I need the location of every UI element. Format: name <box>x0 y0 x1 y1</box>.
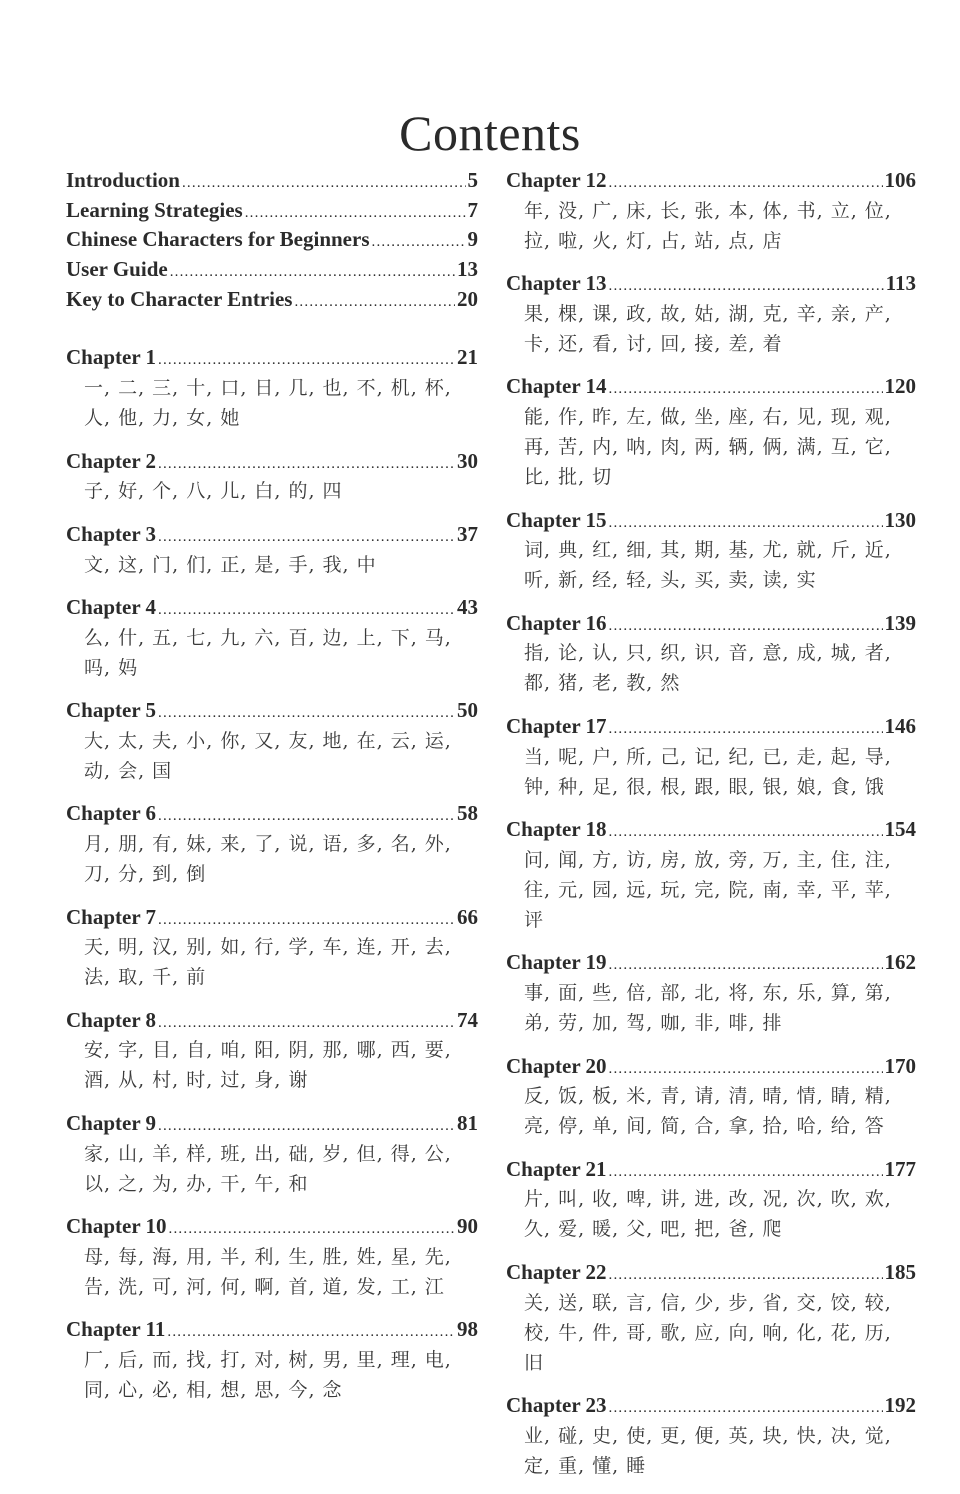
toc-entry-label: Chapter 7 <box>66 904 157 929</box>
toc-entry-label: Chapter 10 <box>66 1214 167 1239</box>
toc-entry-line <box>506 269 916 299</box>
toc-page-number: 37 <box>457 521 478 546</box>
toc-entry-line <box>506 1391 916 1421</box>
toc-page-number: 5 <box>467 168 478 192</box>
toc-entry-label: Chapter 19 <box>506 950 607 975</box>
toc-entry-line <box>66 285 478 315</box>
dot-leader <box>158 596 455 626</box>
chapter-characters: 指, 论, 认, 只, 织, 识, 音, 意, 成, 城, 者, 都, 猪, 老, 教, 然 <box>524 642 892 695</box>
dot-leader <box>609 1158 883 1188</box>
dot-leader <box>167 1318 455 1348</box>
dot-leader <box>182 169 466 199</box>
toc-page-number: 113 <box>885 271 916 296</box>
toc-entry-label: Chapter 11 <box>66 1317 166 1342</box>
toc-front-item <box>66 285 478 315</box>
toc-front-item <box>66 196 478 226</box>
dot-leader <box>158 906 455 936</box>
toc-page-number: 146 <box>884 713 916 738</box>
toc-entry-label: Chapter 6 <box>66 801 157 826</box>
chapter-characters: 关, 送, 联, 言, 信, 少, 步, 省, 交, 饺, 较, 校, 牛, 件, 哥, 歌, 应, 向, 响, 化, 花, 历, 旧 <box>524 1291 892 1374</box>
chapter-characters: 安, 字, 目, 自, 咱, 阳, 阴, 那, 哪, 西, 要, 酒, 从, 村, 时, 过, 身, 谢 <box>84 1039 452 1092</box>
toc-entry-line <box>66 196 478 226</box>
dot-leader <box>609 272 884 302</box>
dot-leader <box>158 802 455 832</box>
dot-leader <box>245 199 466 229</box>
toc-entry-label: Chapter 4 <box>66 595 157 619</box>
dot-leader <box>609 509 883 539</box>
toc-entry-label: Chapter 12 <box>506 168 607 192</box>
toc-entry-line <box>506 372 916 402</box>
dot-leader <box>158 450 455 480</box>
toc-front-item <box>66 166 478 196</box>
toc-chapter <box>506 1391 916 1481</box>
chapter-characters: 果, 棵, 课, 政, 故, 姑, 湖, 克, 辛, 亲, 产, 卡, 还, 看, 讨, 回, 接, 差, 着 <box>524 302 892 355</box>
toc-entry-label: Chapter 5 <box>66 698 157 723</box>
toc-chapter <box>66 343 478 433</box>
toc-front-item <box>66 225 478 255</box>
toc-entry-line <box>66 166 478 196</box>
toc-chapter <box>66 799 478 889</box>
toc-page-number: 81 <box>457 1110 478 1135</box>
toc-entry-line <box>506 712 916 742</box>
right-column <box>506 166 916 1494</box>
toc-page-number: 106 <box>884 168 916 192</box>
toc-entry-line <box>66 593 478 623</box>
toc-page-number: 13 <box>457 257 478 282</box>
chapter-characters: 问, 闻, 方, 访, 房, 放, 旁, 万, 主, 住, 注, 往, 元, 园, 远, 玩, 完, 院, 南, 幸, 平, 苹, 评 <box>524 848 892 931</box>
toc-chapter <box>506 372 916 492</box>
dot-leader <box>609 818 883 848</box>
chapter-characters: 子, 好, 个, 八, 儿, 白, 的, 四 <box>84 480 343 503</box>
toc-front-item <box>66 255 478 285</box>
toc-entry-line <box>506 815 916 845</box>
page-title: Contents <box>399 104 581 161</box>
toc-chapter <box>506 1052 916 1142</box>
toc-page-number: 7 <box>467 197 478 222</box>
toc-entry-label: Chapter 1 <box>66 345 157 370</box>
toc-page-number: 162 <box>884 950 916 975</box>
toc-chapter <box>66 1006 478 1096</box>
dot-leader <box>609 1394 883 1424</box>
toc-entry-line <box>506 1258 916 1288</box>
toc-page-number: 130 <box>884 507 916 532</box>
toc-entry-label: Learning Strategies <box>66 197 243 222</box>
dot-leader <box>158 1112 455 1142</box>
chapter-list-right <box>506 166 916 1481</box>
dot-leader <box>609 612 883 642</box>
toc-entry-line <box>66 255 478 285</box>
front-matter-list <box>66 166 478 314</box>
chapter-characters: 业, 碰, 史, 使, 更, 便, 英, 块, 快, 决, 觉, 定, 重, 懂, 睡 <box>524 1424 892 1477</box>
toc-entry-label: Chapter 9 <box>66 1110 157 1135</box>
toc-entry-line <box>506 1155 916 1185</box>
toc-entry-label: Chinese Characters for Beginners <box>66 227 370 252</box>
chapter-characters: 文, 这, 门, 们, 正, 是, 手, 我, 中 <box>84 553 377 576</box>
toc-entry-line <box>66 343 478 373</box>
toc-entry-label: Chapter 13 <box>506 271 607 296</box>
dot-leader <box>158 1009 455 1039</box>
chapter-characters: 母, 每, 海, 用, 半, 利, 生, 胜, 姓, 星, 先, 告, 洗, 可, 河, 何, 啊, 首, 道, 发, 工, 江 <box>84 1245 452 1298</box>
dot-leader <box>170 258 455 288</box>
chapter-characters: 事, 面, 些, 倍, 部, 北, 将, 东, 乐, 算, 第, 弟, 劳, 加, 驾, 咖, 非, 啡, 排 <box>524 982 892 1034</box>
toc-entry-label: Introduction <box>66 168 180 192</box>
toc-chapter <box>66 696 478 786</box>
chapter-list-left <box>66 343 478 1405</box>
dot-leader <box>609 715 883 745</box>
toc-page-number: 98 <box>457 1317 478 1342</box>
toc-entry-line <box>66 225 478 255</box>
toc-entry-line <box>506 166 916 196</box>
chapter-characters: 天, 明, 汉, 别, 如, 行, 学, 车, 连, 开, 去, 法, 取, 千, 前 <box>84 936 452 989</box>
toc-chapter <box>506 1155 916 1245</box>
toc-entry-label: Chapter 18 <box>506 817 607 842</box>
toc-chapter <box>506 506 916 596</box>
toc-entry-label: Chapter 21 <box>506 1156 607 1181</box>
dot-leader <box>169 1215 455 1245</box>
left-column <box>66 166 478 1419</box>
toc-entry-label: Chapter 23 <box>506 1393 607 1418</box>
toc-entry-line <box>66 520 478 550</box>
toc-entry-line <box>506 1052 916 1082</box>
toc-entry-line <box>66 696 478 726</box>
chapter-characters: 月, 朋, 有, 妹, 来, 了, 说, 语, 多, 名, 外, 刀, 分, 到, 倒 <box>84 833 452 886</box>
toc-entry-label: Chapter 3 <box>66 521 157 546</box>
toc-page-number: 192 <box>884 1393 916 1418</box>
toc-page-number: 21 <box>457 345 478 370</box>
toc-entry-line <box>506 609 916 639</box>
toc-chapter <box>506 1258 916 1378</box>
toc-page-number: 90 <box>457 1214 478 1239</box>
chapter-characters: 年, 没, 广, 床, 长, 张, 本, 体, 书, 立, 位, 拉, 啦, 火, 灯, 占, 站, 点, 店 <box>524 199 892 252</box>
dot-leader <box>609 1055 883 1085</box>
toc-entry-label: Chapter 14 <box>506 374 607 399</box>
toc-chapter <box>506 815 916 935</box>
toc-page-number: 20 <box>457 286 478 311</box>
chapter-characters: 片, 叫, 收, 啤, 讲, 进, 改, 况, 次, 吹, 欢, 久, 爱, 暖, 父, 吧, 把, 爸, 爬 <box>524 1188 892 1241</box>
chapter-characters: 能, 作, 昨, 左, 做, 坐, 座, 右, 见, 现, 观, 再, 苦, 内, 呐, 肉, 两, 辆, 俩, 满, 互, 它, 比, 批, 切 <box>524 406 892 489</box>
chapter-characters: 一, 二, 三, 十, 口, 日, 几, 也, 不, 机, 杯, 人, 他, 力, 女, 她 <box>84 377 452 430</box>
chapter-characters: 当, 呢, 户, 所, 己, 记, 纪, 已, 走, 起, 导, 钟, 种, 足, 很, 根, 跟, 眼, 银, 娘, 食, 饿 <box>524 745 892 798</box>
toc-page-number: 120 <box>884 374 916 399</box>
dot-leader <box>372 228 466 258</box>
chapter-characters: 厂, 后, 而, 找, 打, 对, 树, 男, 里, 理, 电, 同, 心, 必, 相, 想, 思, 今, 念 <box>84 1349 452 1401</box>
toc-entry-line <box>66 903 478 933</box>
dot-leader <box>609 375 883 405</box>
chapter-characters: 反, 饭, 板, 米, 青, 请, 清, 晴, 情, 睛, 精, 亮, 停, 单, 间, 简, 合, 拿, 拾, 哈, 给, 答 <box>524 1085 892 1138</box>
toc-chapter <box>66 593 478 683</box>
toc-chapter <box>506 609 916 699</box>
toc-entry-label: User Guide <box>66 257 168 282</box>
dot-leader <box>609 1261 883 1291</box>
toc-page-number: 43 <box>457 595 478 619</box>
toc-chapter <box>66 903 478 993</box>
dot-leader <box>158 346 455 376</box>
dot-leader <box>158 523 455 553</box>
dot-leader <box>158 699 455 729</box>
toc-entry-line <box>66 799 478 829</box>
chapter-characters: 大, 太, 夫, 小, 你, 又, 友, 地, 在, 云, 运, 动, 会, 国 <box>84 729 452 782</box>
toc-entry-label: Chapter 8 <box>66 1007 157 1032</box>
toc-entry-line <box>66 447 478 477</box>
toc-chapter <box>66 1315 478 1405</box>
toc-chapter <box>66 520 478 580</box>
dot-leader <box>609 951 883 981</box>
toc-chapter <box>66 1212 478 1302</box>
toc-page-number: 139 <box>884 610 916 635</box>
toc-page-number: 177 <box>884 1156 916 1181</box>
toc-entry-label: Chapter 15 <box>506 507 607 532</box>
toc-page-number: 185 <box>884 1259 916 1284</box>
toc-page-number: 154 <box>884 817 916 842</box>
chapter-characters: 家, 山, 羊, 样, 班, 出, 础, 岁, 但, 得, 公, 以, 之, 为, 办, 干, 午, 和 <box>84 1142 452 1195</box>
toc-entry-label: Chapter 22 <box>506 1259 607 1284</box>
toc-entry-line <box>66 1315 478 1345</box>
toc-entry-label: Chapter 16 <box>506 610 607 635</box>
dot-leader <box>609 169 883 199</box>
toc-entry-line <box>506 948 916 978</box>
toc-chapter <box>506 712 916 802</box>
toc-chapter <box>506 948 916 1038</box>
toc-chapter <box>66 447 478 507</box>
toc-entry-label: Chapter 17 <box>506 713 607 738</box>
toc-page-number: 170 <box>884 1053 916 1078</box>
toc-entry-line <box>66 1006 478 1036</box>
toc-entry-line <box>506 506 916 536</box>
toc-page-number: 74 <box>457 1007 478 1032</box>
toc-entry-line <box>66 1109 478 1139</box>
chapter-characters: 词, 典, 红, 细, 其, 期, 基, 尤, 就, 斤, 近, 听, 新, 经, 轻, 头, 买, 卖, 读, 实 <box>524 539 892 592</box>
toc-entry-line <box>66 1212 478 1242</box>
toc-chapter <box>506 166 916 256</box>
toc-chapter <box>66 1109 478 1199</box>
chapter-characters: 么, 什, 五, 七, 九, 六, 百, 边, 上, 下, 马, 吗, 妈 <box>84 626 452 679</box>
toc-chapter <box>506 269 916 359</box>
toc-page-number: 9 <box>467 227 478 252</box>
toc-page-number: 58 <box>457 801 478 826</box>
toc-entry-label: Chapter 2 <box>66 448 157 473</box>
toc-page-number: 30 <box>457 448 478 473</box>
toc-entry-label: Chapter 20 <box>506 1053 607 1078</box>
toc-page-number: 66 <box>457 904 478 929</box>
toc-page-number: 50 <box>457 698 478 723</box>
dot-leader <box>294 288 455 318</box>
toc-entry-label: Key to Character Entries <box>66 286 293 311</box>
